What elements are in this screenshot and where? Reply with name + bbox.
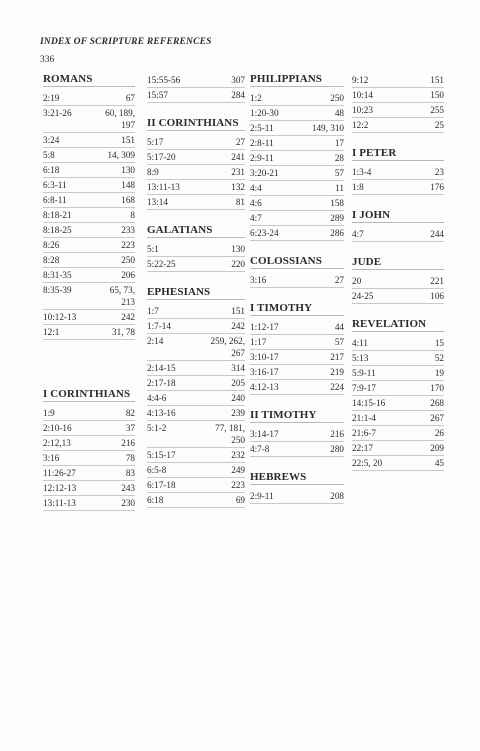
index-entry bbox=[250, 136, 344, 151]
index-entry bbox=[147, 180, 245, 195]
index-entry bbox=[43, 148, 135, 163]
page-references: 52 bbox=[434, 353, 444, 363]
index-section bbox=[147, 73, 245, 103]
index-entry bbox=[43, 106, 135, 133]
page-references: 242 bbox=[231, 321, 245, 331]
page-references: 151 bbox=[231, 306, 245, 316]
index-entry bbox=[352, 456, 444, 471]
index-entry bbox=[147, 376, 245, 391]
verse-reference: 1:2 bbox=[250, 93, 262, 103]
book-heading: ROMANS bbox=[43, 73, 135, 87]
verse-reference: 7:9-17 bbox=[352, 383, 376, 393]
index-entry bbox=[250, 226, 344, 241]
index-entry bbox=[147, 257, 245, 272]
page-references: 57 bbox=[334, 168, 344, 178]
page-references: 244 bbox=[430, 229, 444, 239]
verse-reference: 14:15-16 bbox=[352, 398, 386, 408]
book-heading: REVELATION bbox=[352, 318, 444, 332]
verse-reference: 15:57 bbox=[147, 90, 168, 100]
page-references: 217 bbox=[330, 352, 344, 362]
book-heading: PHILIPPIANS bbox=[250, 73, 344, 87]
index-column-4 bbox=[352, 73, 444, 485]
page-references: 219 bbox=[330, 367, 344, 377]
verse-reference: 2:17-18 bbox=[147, 378, 176, 388]
index-entry bbox=[147, 463, 245, 478]
verse-reference: 20 bbox=[352, 276, 362, 286]
verse-reference: 24-25 bbox=[352, 291, 374, 301]
index-entry bbox=[352, 441, 444, 456]
verse-reference: 6:8-11 bbox=[43, 195, 67, 205]
page-references: 242 bbox=[121, 312, 135, 322]
index-entry bbox=[43, 91, 135, 106]
page-references: 239 bbox=[231, 408, 245, 418]
index-entry bbox=[147, 135, 245, 150]
verse-reference: 3:16-17 bbox=[250, 367, 279, 377]
page-references: 27 bbox=[235, 137, 245, 147]
index-entry bbox=[43, 163, 135, 178]
verse-reference: 8:31-35 bbox=[43, 270, 72, 280]
page-references: 267 bbox=[430, 413, 444, 423]
book-heading: EPHESIANS bbox=[147, 286, 245, 300]
index-entry bbox=[352, 336, 444, 351]
section-spacer bbox=[43, 354, 135, 388]
index-entry bbox=[43, 238, 135, 253]
verse-reference: 10:23 bbox=[352, 105, 373, 115]
index-entry bbox=[250, 380, 344, 395]
page-references: 259, 262, 267 bbox=[210, 336, 245, 358]
book-heading: JUDE bbox=[352, 256, 444, 270]
verse-reference: 5:17-20 bbox=[147, 152, 176, 162]
verse-reference: 11:26-27 bbox=[43, 468, 76, 478]
verse-reference: 2:9-11 bbox=[250, 153, 274, 163]
verse-reference: 2:19 bbox=[43, 93, 60, 103]
page-references: 130 bbox=[121, 165, 135, 175]
verse-reference: 4:13-16 bbox=[147, 408, 176, 418]
page-references: 250 bbox=[121, 255, 135, 265]
index-entry bbox=[147, 88, 245, 103]
book-heading: I TIMOTHY bbox=[250, 302, 344, 316]
verse-reference: 2:12,13 bbox=[43, 438, 71, 448]
index-entry bbox=[43, 223, 135, 238]
page-references: 77, 181, 250 bbox=[215, 423, 245, 445]
index-entry bbox=[147, 406, 245, 421]
index-entry bbox=[250, 273, 344, 288]
index-entry bbox=[352, 227, 444, 242]
page-references: 57 bbox=[334, 337, 344, 347]
index-column-1 bbox=[43, 73, 135, 525]
index-section bbox=[352, 209, 444, 242]
page-references: 28 bbox=[334, 153, 344, 163]
page-references: 284 bbox=[231, 90, 245, 100]
index-entry bbox=[43, 466, 135, 481]
index-section bbox=[250, 471, 344, 504]
verse-reference: 6:18 bbox=[43, 165, 60, 175]
verse-reference: 5:8 bbox=[43, 150, 55, 160]
index-entry bbox=[250, 365, 344, 380]
page-references: 26 bbox=[434, 428, 444, 438]
verse-reference: 9:12 bbox=[352, 75, 369, 85]
verse-reference: 6:3-11 bbox=[43, 180, 67, 190]
page-references: 67 bbox=[125, 93, 135, 103]
verse-reference: 5:1-2 bbox=[147, 423, 167, 433]
verse-reference: 4:4 bbox=[250, 183, 262, 193]
page-references: 23 bbox=[434, 167, 444, 177]
index-entry bbox=[43, 133, 135, 148]
index-entry bbox=[147, 150, 245, 165]
verse-reference: 8:26 bbox=[43, 240, 60, 250]
page-references: 60, 189, 197 bbox=[105, 108, 135, 130]
verse-reference: 1:7-14 bbox=[147, 321, 171, 331]
verse-reference: 8:9 bbox=[147, 167, 159, 177]
verse-reference: 2:8-11 bbox=[250, 138, 274, 148]
verse-reference: 5:9-11 bbox=[352, 368, 376, 378]
page-references: 255 bbox=[430, 105, 444, 115]
verse-reference: 5:1 bbox=[147, 244, 159, 254]
index-entry bbox=[352, 103, 444, 118]
page-references: 216 bbox=[121, 438, 135, 448]
book-heading: I JOHN bbox=[352, 209, 444, 223]
page-references: 48 bbox=[334, 108, 344, 118]
page-references: 8 bbox=[130, 210, 135, 220]
index-entry bbox=[43, 325, 135, 340]
book-heading: II CORINTHIANS bbox=[147, 117, 245, 131]
verse-reference: 22:17 bbox=[352, 443, 373, 453]
verse-reference: 13:11-13 bbox=[43, 498, 76, 508]
verse-reference: 3:14-17 bbox=[250, 429, 279, 439]
index-section bbox=[352, 73, 444, 133]
page-references: 205 bbox=[231, 378, 245, 388]
verse-reference: 3:10-17 bbox=[250, 352, 279, 362]
running-head: INDEX OF SCRIPTURE REFERENCES bbox=[40, 37, 212, 47]
index-section bbox=[352, 147, 444, 195]
index-entry bbox=[352, 88, 444, 103]
verse-reference: 4:7-8 bbox=[250, 444, 270, 454]
verse-reference: 2:9-11 bbox=[250, 491, 274, 501]
verse-reference: 3:24 bbox=[43, 135, 60, 145]
index-section bbox=[250, 73, 344, 241]
index-entry bbox=[250, 91, 344, 106]
verse-reference: 8:18-25 bbox=[43, 225, 72, 235]
page-references: 206 bbox=[121, 270, 135, 280]
index-entry bbox=[352, 73, 444, 88]
page-references: 230 bbox=[121, 498, 135, 508]
page-references: 69 bbox=[235, 495, 245, 505]
index-entry bbox=[352, 426, 444, 441]
verse-reference: 4:11 bbox=[352, 338, 368, 348]
page-references: 289 bbox=[330, 213, 344, 223]
index-entry bbox=[250, 106, 344, 121]
index-entry bbox=[352, 289, 444, 304]
verse-reference: 1:9 bbox=[43, 408, 55, 418]
page-references: 65, 73, 213 bbox=[109, 285, 135, 307]
index-entry bbox=[43, 406, 135, 421]
page-references: 241 bbox=[231, 152, 245, 162]
index-entry bbox=[43, 496, 135, 511]
index-entry bbox=[250, 442, 344, 457]
index-entry bbox=[147, 195, 245, 210]
verse-reference: 10:14 bbox=[352, 90, 373, 100]
index-entry bbox=[250, 335, 344, 350]
verse-reference: 5:13 bbox=[352, 353, 369, 363]
index-entry bbox=[147, 478, 245, 493]
book-heading: HEBREWS bbox=[250, 471, 344, 485]
verse-reference: 4:4-6 bbox=[147, 393, 167, 403]
book-heading: I CORINTHIANS bbox=[43, 388, 135, 402]
index-entry bbox=[352, 165, 444, 180]
page-references: 31, 78 bbox=[112, 327, 135, 337]
verse-reference: 10:12-13 bbox=[43, 312, 77, 322]
page-references: 231 bbox=[231, 167, 245, 177]
verse-reference: 5:15-17 bbox=[147, 450, 176, 460]
page-references: 148 bbox=[121, 180, 135, 190]
page-references: 150 bbox=[430, 90, 444, 100]
verse-reference: 1:8 bbox=[352, 182, 364, 192]
index-entry bbox=[43, 253, 135, 268]
verse-reference: 6:17-18 bbox=[147, 480, 176, 490]
book-heading: GALATIANS bbox=[147, 224, 245, 238]
index-section bbox=[147, 117, 245, 210]
page-references: 83 bbox=[125, 468, 135, 478]
verse-reference: 1:17 bbox=[250, 337, 267, 347]
verse-reference: 3:21-26 bbox=[43, 108, 72, 118]
page-references: 209 bbox=[430, 443, 444, 453]
verse-reference: 21:6-7 bbox=[352, 428, 376, 438]
page-references: 176 bbox=[430, 182, 444, 192]
verse-reference: 4:7 bbox=[250, 213, 262, 223]
index-entry bbox=[147, 334, 245, 361]
index-entry bbox=[352, 274, 444, 289]
index-entry bbox=[147, 319, 245, 334]
page-references: 221 bbox=[430, 276, 444, 286]
index-entry bbox=[43, 178, 135, 193]
index-entry bbox=[147, 361, 245, 376]
page-references: 233 bbox=[121, 225, 135, 235]
page-references: 82 bbox=[125, 408, 135, 418]
verse-reference: 1:12-17 bbox=[250, 322, 279, 332]
verse-reference: 5:17 bbox=[147, 137, 164, 147]
index-entry bbox=[250, 211, 344, 226]
index-entry bbox=[147, 391, 245, 406]
index-section bbox=[250, 255, 344, 288]
book-heading: II TIMOTHY bbox=[250, 409, 344, 423]
index-entry bbox=[43, 310, 135, 325]
index-section bbox=[250, 409, 344, 457]
index-entry bbox=[147, 448, 245, 463]
index-entry bbox=[352, 118, 444, 133]
page-references: 240 bbox=[231, 393, 245, 403]
index-entry bbox=[147, 73, 245, 88]
page-references: 106 bbox=[430, 291, 444, 301]
index-section bbox=[250, 302, 344, 395]
index-entry bbox=[250, 320, 344, 335]
page-references: 151 bbox=[121, 135, 135, 145]
page-references: 27 bbox=[334, 275, 344, 285]
verse-reference: 4:7 bbox=[352, 229, 364, 239]
index-entry bbox=[250, 151, 344, 166]
page-references: 220 bbox=[231, 259, 245, 269]
verse-reference: 13:14 bbox=[147, 197, 168, 207]
index-entry bbox=[250, 489, 344, 504]
index-entry bbox=[43, 283, 135, 310]
page-references: 14, 309 bbox=[107, 150, 135, 160]
page-references: 250 bbox=[330, 93, 344, 103]
index-entry bbox=[352, 411, 444, 426]
index-column-3 bbox=[250, 73, 344, 518]
verse-reference: 2:5-11 bbox=[250, 123, 274, 133]
page-references: 78 bbox=[125, 453, 135, 463]
verse-reference: 4:6 bbox=[250, 198, 262, 208]
index-entry bbox=[352, 351, 444, 366]
verse-reference: 2:10-16 bbox=[43, 423, 72, 433]
verse-reference: 1:7 bbox=[147, 306, 159, 316]
page-references: 170 bbox=[430, 383, 444, 393]
index-entry bbox=[43, 421, 135, 436]
verse-reference: 1:20-30 bbox=[250, 108, 279, 118]
index-entry bbox=[43, 481, 135, 496]
page-number: 336 bbox=[40, 55, 55, 65]
verse-reference: 6:5-8 bbox=[147, 465, 167, 475]
page-references: 249 bbox=[231, 465, 245, 475]
page-references: 44 bbox=[334, 322, 344, 332]
page-references: 216 bbox=[330, 429, 344, 439]
verse-reference: 15:55-56 bbox=[147, 75, 181, 85]
book-heading: COLOSSIANS bbox=[250, 255, 344, 269]
verse-reference: 3:16 bbox=[43, 453, 60, 463]
verse-reference: 5:22-25 bbox=[147, 259, 176, 269]
page-references: 314 bbox=[231, 363, 245, 373]
page-references: 232 bbox=[231, 450, 245, 460]
verse-reference: 6:18 bbox=[147, 495, 164, 505]
page-references: 132 bbox=[231, 182, 245, 192]
index-section bbox=[147, 224, 245, 272]
index-section bbox=[43, 73, 135, 340]
index-entry bbox=[250, 181, 344, 196]
index-entry bbox=[147, 242, 245, 257]
page-references: 208 bbox=[330, 491, 344, 501]
page-references: 268 bbox=[430, 398, 444, 408]
page-references: 280 bbox=[330, 444, 344, 454]
page-references: 223 bbox=[121, 240, 135, 250]
verse-reference: 3:20-21 bbox=[250, 168, 279, 178]
index-entry bbox=[250, 427, 344, 442]
index-entry bbox=[250, 121, 344, 136]
verse-reference: 8:18-21 bbox=[43, 210, 72, 220]
index-entry bbox=[147, 493, 245, 508]
verse-reference: 8:35-39 bbox=[43, 285, 72, 295]
page-references: 11 bbox=[335, 183, 344, 193]
index-entry bbox=[352, 180, 444, 195]
page-references: 224 bbox=[330, 382, 344, 392]
page-references: 168 bbox=[121, 195, 135, 205]
index-entry bbox=[250, 350, 344, 365]
page-references: 307 bbox=[231, 75, 245, 85]
page-references: 243 bbox=[121, 483, 135, 493]
verse-reference: 13:11-13 bbox=[147, 182, 180, 192]
verse-reference: 3:16 bbox=[250, 275, 267, 285]
index-section bbox=[352, 318, 444, 471]
index-entry bbox=[250, 166, 344, 181]
index-entry bbox=[352, 396, 444, 411]
index-entry bbox=[43, 193, 135, 208]
page-references: 15 bbox=[434, 338, 444, 348]
index-section bbox=[43, 388, 135, 511]
index-entry bbox=[147, 165, 245, 180]
page-references: 45 bbox=[434, 458, 444, 468]
index-entry bbox=[147, 304, 245, 319]
verse-reference: 2:14-15 bbox=[147, 363, 176, 373]
page-references: 81 bbox=[235, 197, 245, 207]
index-entry bbox=[43, 208, 135, 223]
index-column-2 bbox=[147, 73, 245, 522]
page-references: 158 bbox=[330, 198, 344, 208]
index-entry bbox=[250, 196, 344, 211]
index-entry bbox=[352, 366, 444, 381]
page-references: 130 bbox=[231, 244, 245, 254]
page-references: 37 bbox=[125, 423, 135, 433]
index-entry bbox=[43, 436, 135, 451]
page-references: 286 bbox=[330, 228, 344, 238]
index-entry bbox=[147, 421, 245, 448]
page-references: 223 bbox=[231, 480, 245, 490]
verse-reference: 2:14 bbox=[147, 336, 164, 346]
verse-reference: 1:3-4 bbox=[352, 167, 372, 177]
verse-reference: 6:23-24 bbox=[250, 228, 279, 238]
page-references: 25 bbox=[434, 120, 444, 130]
verse-reference: 12:2 bbox=[352, 120, 369, 130]
verse-reference: 22:5, 20 bbox=[352, 458, 383, 468]
index-section bbox=[352, 256, 444, 304]
verse-reference: 8:28 bbox=[43, 255, 60, 265]
page-references: 19 bbox=[434, 368, 444, 378]
verse-reference: 4:12-13 bbox=[250, 382, 279, 392]
page-references: 151 bbox=[430, 75, 444, 85]
page-references: 17 bbox=[334, 138, 344, 148]
book-heading: I PETER bbox=[352, 147, 444, 161]
verse-reference: 21:1-4 bbox=[352, 413, 376, 423]
index-section bbox=[147, 286, 245, 508]
verse-reference: 12:12-13 bbox=[43, 483, 77, 493]
verse-reference: 12:1 bbox=[43, 327, 60, 337]
index-entry bbox=[352, 381, 444, 396]
index-entry bbox=[43, 451, 135, 466]
page-references: 149, 310 bbox=[311, 123, 344, 133]
index-entry bbox=[43, 268, 135, 283]
